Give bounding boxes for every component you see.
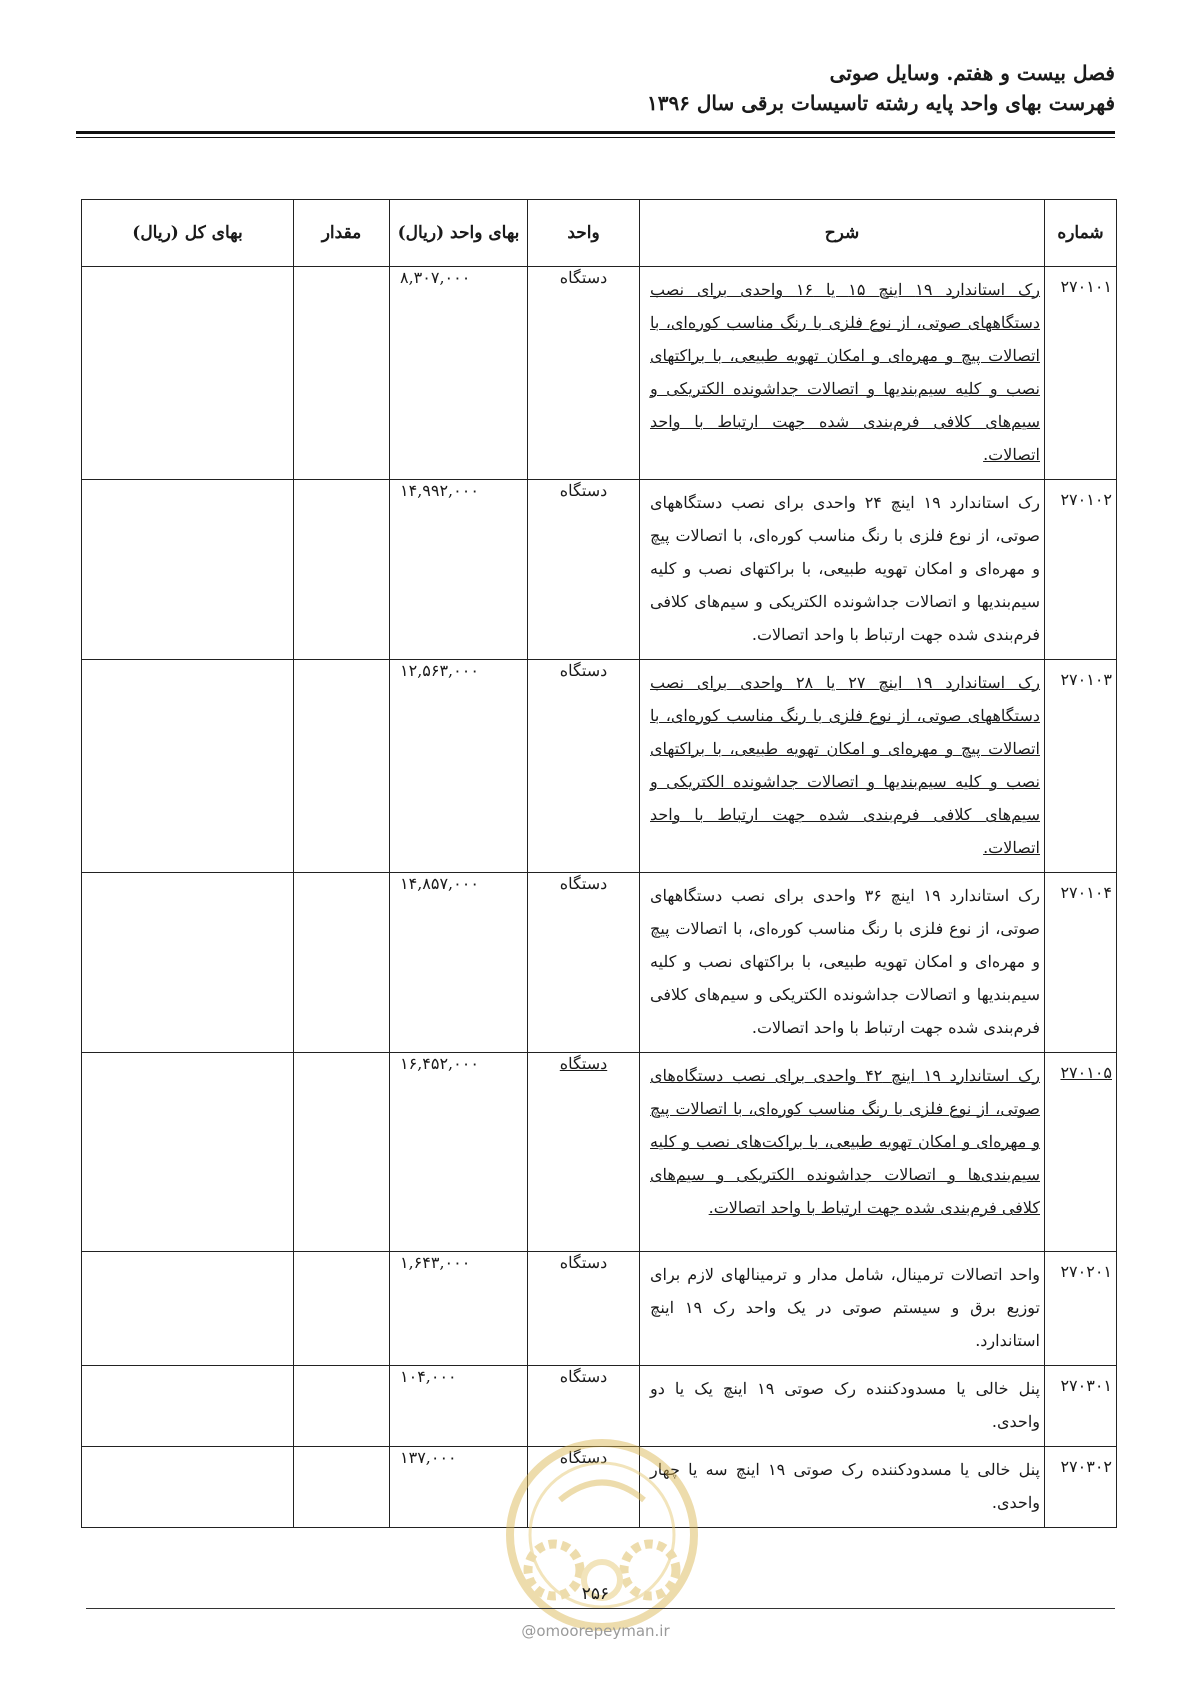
item-quantity: [294, 267, 390, 480]
item-unit-price: ۱,۶۴۳,۰۰۰: [390, 1252, 528, 1366]
item-description: رک استاندارد ۱۹ اینچ ۲۴ واحدی برای نصب دستگاههای صوتی، از نوع فلزی با رنگ مناسب کوره‌ای، با اتصالات پیچ و مهره‌ای و امکان تهویه طبیعی، با براکتهای نصب و کلیه سیم‌بندیها و اتصالات جداشونده الکتریکی و سیم‌های کلافی فرم‌بندی شده جهت ارتباط با واحد اتصالات.: [640, 480, 1045, 660]
item-code: ۲۷۰۳۰۱: [1045, 1366, 1117, 1447]
item-code: ۲۷۰۱۰۵: [1045, 1053, 1117, 1252]
item-code: ۲۷۰۱۰۲: [1045, 480, 1117, 660]
item-unit-price: ۸,۳۰۷,۰۰۰: [390, 267, 528, 480]
item-total-price: [82, 1366, 294, 1447]
site-watermark: @omoorepeyman.ir: [521, 1622, 670, 1640]
item-code: ۲۷۰۱۰۱: [1045, 267, 1117, 480]
item-total-price: [82, 267, 294, 480]
item-quantity: [294, 1366, 390, 1447]
document-subtitle: فهرست بهای واحد پایه رشته تاسیسات برقی سال ۱۳۹۶: [646, 91, 1115, 115]
chapter-title: فصل بیست و هفتم. وسایل صوتی: [829, 61, 1115, 85]
item-quantity: [294, 1053, 390, 1252]
page-number: ۲۵۶: [581, 1584, 610, 1604]
item-total-price: [82, 1053, 294, 1252]
item-description: پنل خالی یا مسدودکننده رک صوتی ۱۹ اینچ یک یا دو واحدی.: [640, 1366, 1045, 1447]
item-unit: دستگاه: [528, 1366, 640, 1447]
table-header-row: [82, 200, 1117, 267]
item-total-price: [82, 873, 294, 1053]
item-total-price: [82, 1447, 294, 1528]
item-quantity: [294, 1447, 390, 1528]
item-description: واحد اتصالات ترمینال، شامل مدار و ترمینالهای لازم برای توزیع برق و سیستم صوتی در یک واحد رک ۱۹ اینچ استاندارد.: [640, 1252, 1045, 1366]
item-unit-price: ۱۲,۵۶۳,۰۰۰: [390, 660, 528, 873]
column-header-unit-price: بهای واحد (ریال): [390, 200, 528, 267]
item-quantity: [294, 873, 390, 1053]
item-code: ۲۷۰۲۰۱: [1045, 1252, 1117, 1366]
item-unit-price: ۱۶,۴۵۲,۰۰۰: [390, 1053, 528, 1252]
page-header: [647, 58, 1115, 118]
table-row: [82, 1252, 1117, 1366]
item-total-price: [82, 1252, 294, 1366]
item-unit-price: ۱۴,۸۵۷,۰۰۰: [390, 873, 528, 1053]
item-description: رک استاندارد ۱۹ اینچ ۱۵ یا ۱۶ واحدی برای نصب دستگاههای صوتی، از نوع فلزی با رنگ مناسب کوره‌ای، با اتصالات پیچ و مهره‌ای و امکان تهویه طبیعی، با براکتهای نصب و کلیه سیم‌بندیها و اتصالات جداشونده الکتریکی و سیم‌های کلافی فرم‌بندی شده جهت ارتباط با واحد اتصالات.: [640, 267, 1045, 480]
column-header-quantity: مقدار: [294, 200, 390, 267]
item-quantity: [294, 1252, 390, 1366]
column-header-unit: واحد: [528, 200, 640, 267]
item-unit-price: ۱۰۴,۰۰۰: [390, 1366, 528, 1447]
item-total-price: [82, 660, 294, 873]
table-row: [82, 267, 1117, 480]
column-header-total-price: بهای کل (ریال): [82, 200, 294, 267]
item-unit: دستگاه: [528, 1053, 640, 1252]
footer-rule: [86, 1608, 1115, 1609]
item-unit: دستگاه: [528, 1447, 640, 1528]
item-unit: دستگاه: [528, 480, 640, 660]
item-quantity: [294, 480, 390, 660]
column-header-description: شرح: [640, 200, 1045, 267]
item-unit: دستگاه: [528, 873, 640, 1053]
item-total-price: [82, 480, 294, 660]
item-unit-price: ۱۴,۹۹۲,۰۰۰: [390, 480, 528, 660]
item-quantity: [294, 660, 390, 873]
item-description: رک استاندارد ۱۹ اینچ ۲۷ یا ۲۸ واحدی برای نصب دستگاههای صوتی، از نوع فلزی با رنگ مناسب کوره‌ای، با اتصالات پیچ و مهره‌ای و امکان تهویه طبیعی، با براکتهای نصب و کلیه سیم‌بندیها و اتصالات جداشونده الکتریکی و سیم‌های کلافی فرم‌بندی شده جهت ارتباط با واحد اتصالات.: [640, 660, 1045, 873]
item-code: ۲۷۰۱۰۳: [1045, 660, 1117, 873]
item-unit: دستگاه: [528, 267, 640, 480]
item-unit: دستگاه: [528, 660, 640, 873]
column-header-code: شماره: [1045, 200, 1117, 267]
price-table: [81, 199, 1117, 1528]
item-code: ۲۷۰۳۰۲: [1045, 1447, 1117, 1528]
item-description: رک استاندارد ۱۹ اینچ ۳۶ واحدی برای نصب دستگاههای صوتی، از نوع فلزی با رنگ مناسب کوره‌ای، با اتصالات پیچ و مهره‌ای و امکان تهویه طبیعی، با براکتهای نصب و کلیه سیم‌بندیها و اتصالات جداشونده الکتریکی و سیم‌های کلافی فرم‌بندی شده جهت ارتباط با واحد اتصالات.: [640, 873, 1045, 1053]
header-rule-thick: [76, 131, 1115, 134]
header-rule-thin: [76, 137, 1115, 138]
table-row: [82, 1053, 1117, 1252]
item-description: رک استاندارد ۱۹ اینچ ۴۲ واحدی برای نصب دستگاه‌های صوتی، از نوع فلزی با رنگ مناسب کوره‌ای، با اتصالات پیچ و مهره‌ای و امکان تهویه طبیعی، با براکت‌های نصب و کلیه سیم‌بندی‌ها و اتصالات جداشونده الکتریکی و سیم‌های کلافی فرم‌بندی شده جهت ارتباط با واحد اتصالات.: [640, 1053, 1045, 1252]
table-row: [82, 660, 1117, 873]
table-row: [82, 480, 1117, 660]
item-code: ۲۷۰۱۰۴: [1045, 873, 1117, 1053]
table-row: [82, 873, 1117, 1053]
item-unit: دستگاه: [528, 1252, 640, 1366]
item-unit-price: ۱۳۷,۰۰۰: [390, 1447, 528, 1528]
item-description: پنل خالی یا مسدودکننده رک صوتی ۱۹ اینچ سه یا چهار واحدی.: [640, 1447, 1045, 1528]
